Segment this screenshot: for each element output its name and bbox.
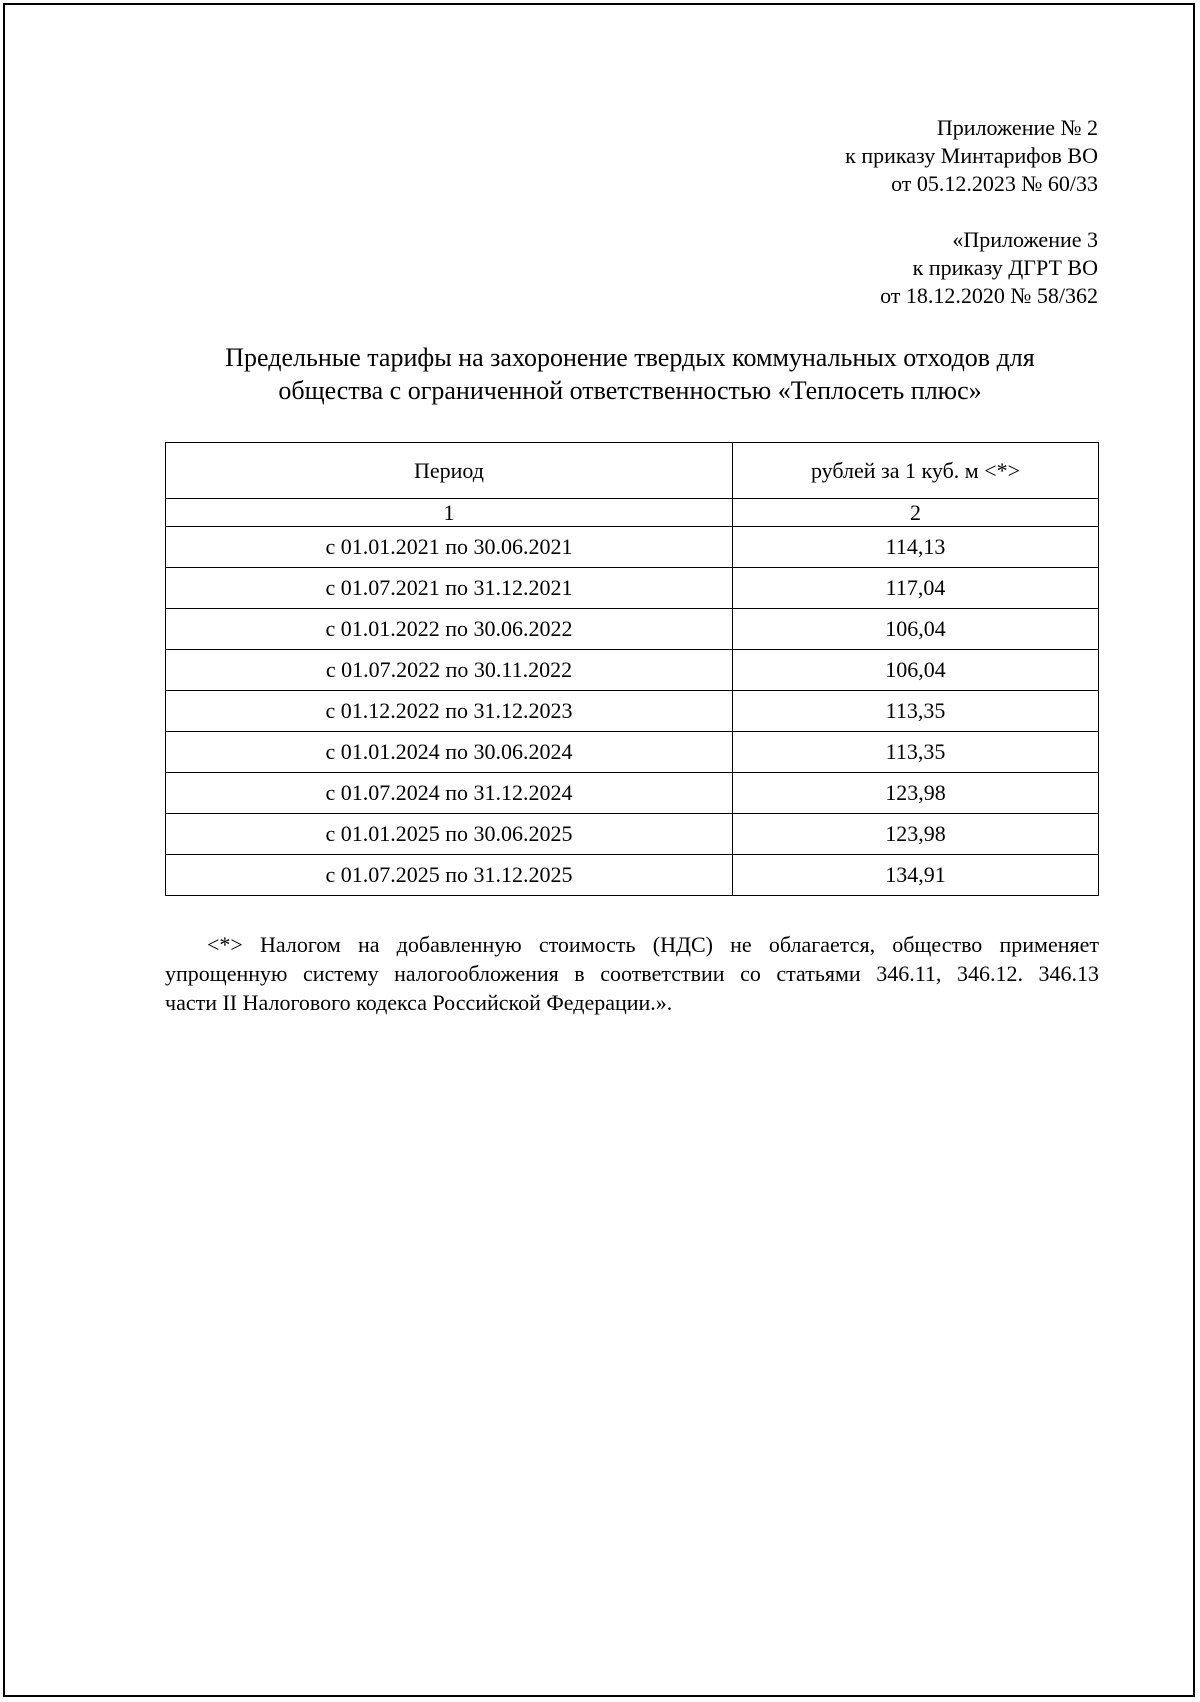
footnote-line-2: упрощенную систему налогообложения в соответствии со статьями 346.11, 346.12. 346.13 (165, 961, 1099, 986)
table-row (166, 691, 1099, 732)
rate-cell: 117,04 (733, 568, 1099, 609)
original-appendix-order-ref: к приказу ДГРТ ВО (912, 255, 1098, 280)
appendix-order-ref: к приказу Минтарифов ВО (845, 143, 1098, 168)
header-rate: рублей за 1 куб. м <*> (733, 443, 1099, 499)
table-row (166, 773, 1099, 814)
tariff-table (165, 442, 1099, 896)
table-row (166, 732, 1099, 773)
header-period: Период (166, 443, 733, 499)
rate-cell: 123,98 (733, 814, 1099, 855)
period-cell: с 01.07.2022 по 30.11.2022 (166, 650, 733, 691)
column-number-1: 1 (166, 499, 733, 527)
rate-cell: 123,98 (733, 773, 1099, 814)
original-appendix-order-date: от 18.12.2020 № 58/362 (880, 283, 1098, 308)
period-cell: с 01.12.2022 по 31.12.2023 (166, 691, 733, 732)
title-line-1: Предельные тарифы на захоронение твердых коммунальных отходов для (225, 343, 1035, 372)
footnote-line-1: <*> Налогом на добавленную стоимость (НДС) не облагается, общество применяет (207, 932, 1099, 957)
column-number-2: 2 (733, 499, 1099, 527)
rate-cell: 134,91 (733, 855, 1099, 896)
rate-cell: 106,04 (733, 650, 1099, 691)
column-number-row (166, 499, 1099, 527)
rate-cell: 114,13 (733, 527, 1099, 568)
footnote-line-3: части II Налогового кодекса Российской Федерации.». (165, 990, 673, 1015)
period-cell: с 01.07.2024 по 31.12.2024 (166, 773, 733, 814)
rate-cell: 113,35 (733, 732, 1099, 773)
table-row (166, 609, 1099, 650)
period-cell: с 01.01.2021 по 30.06.2021 (166, 527, 733, 568)
table-row (166, 814, 1099, 855)
rate-cell: 106,04 (733, 609, 1099, 650)
period-cell: с 01.07.2021 по 31.12.2021 (166, 568, 733, 609)
document-title (150, 341, 1110, 407)
period-cell: с 01.01.2025 по 30.06.2025 (166, 814, 733, 855)
footnote (165, 930, 1099, 1017)
period-cell: с 01.07.2025 по 31.12.2025 (166, 855, 733, 896)
appendix-order-date: от 05.12.2023 № 60/33 (891, 171, 1098, 196)
title-line-2: общества с ограниченной ответственностью «Теплосеть плюс» (278, 376, 982, 405)
table-row (166, 855, 1099, 896)
rate-cell: 113,35 (733, 691, 1099, 732)
appendix-number: Приложение № 2 (936, 115, 1098, 140)
period-cell: с 01.01.2024 по 30.06.2024 (166, 732, 733, 773)
table-header-row (166, 443, 1099, 499)
table-row (166, 527, 1099, 568)
period-cell: с 01.01.2022 по 30.06.2022 (166, 609, 733, 650)
table-row (166, 568, 1099, 609)
table-row (166, 650, 1099, 691)
original-appendix-number: «Приложение 3 (952, 227, 1098, 252)
appendix-header (845, 114, 1098, 198)
original-appendix-header (880, 226, 1098, 310)
